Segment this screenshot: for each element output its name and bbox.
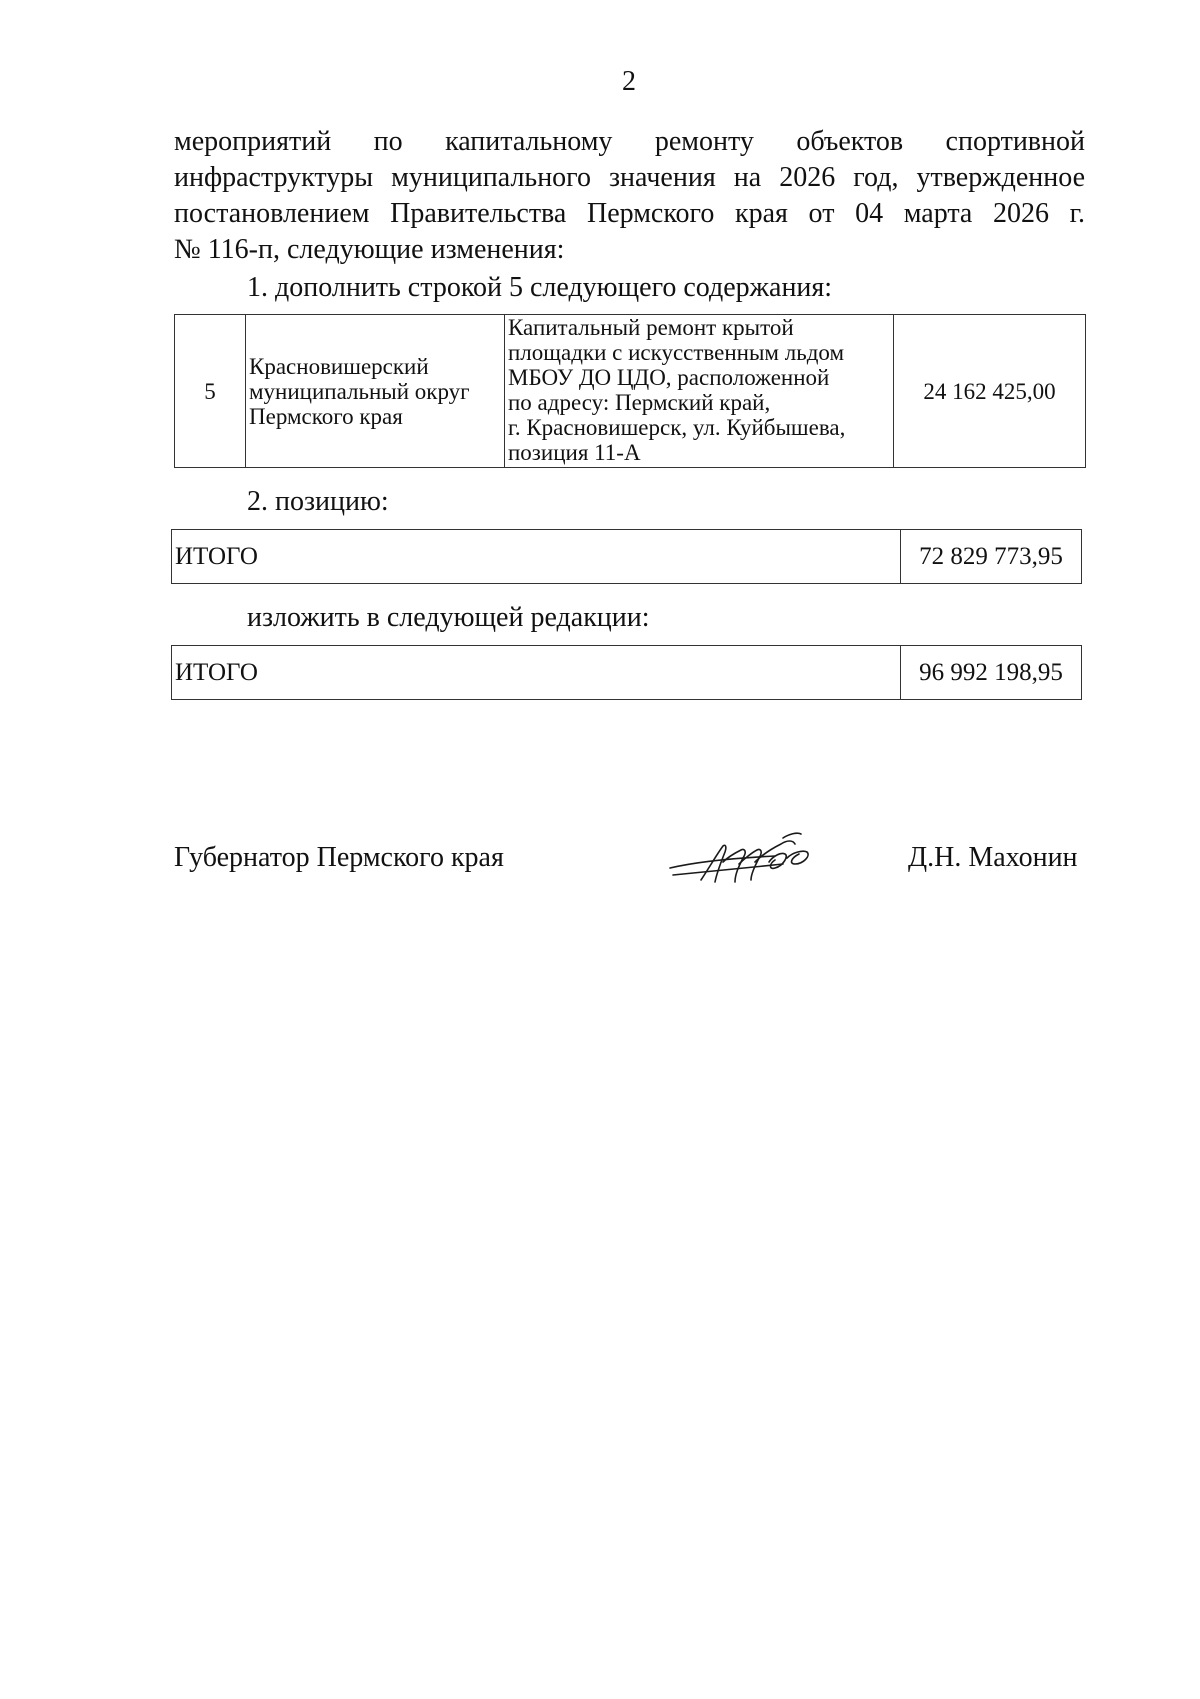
item-1-text: 1. дополнить строкой 5 следующего содержания:: [247, 272, 833, 303]
object-cell: [505, 315, 894, 468]
row-number-cell: 5: [175, 315, 246, 468]
new-row-table: [174, 314, 1086, 468]
total-value: 72 829 773,95: [901, 530, 1082, 584]
object-line: по адресу: Пермский край,: [508, 390, 771, 415]
signatory-name: Д.Н. Махонин: [908, 842, 1078, 873]
object-line: г. Красновишерск, ул. Куйбышева,: [508, 415, 846, 440]
table-row: [172, 530, 1082, 584]
page-number: 2: [622, 66, 636, 97]
handwritten-signature: [665, 828, 827, 890]
total-old-table: [171, 529, 1082, 584]
total-new-table: [171, 645, 1082, 700]
total-value: 96 992 198,95: [901, 646, 1082, 700]
intro-line: инфраструктуры муниципального значения на 2026 год, утвержденное: [174, 162, 1085, 193]
object-line: позиция 11-А: [508, 440, 641, 465]
object-line: МБОУ ДО ЦДО, расположенной: [508, 365, 830, 390]
total-label: ИТОГО: [172, 530, 901, 584]
sum-cell: 24 162 425,00: [894, 315, 1086, 468]
district-cell: Красновишерский муниципальный округ Пермского края: [246, 315, 505, 468]
total-label: ИТОГО: [172, 646, 901, 700]
item-2-text: 2. позицию:: [247, 486, 389, 517]
object-line: Капитальный ремонт крытой: [508, 315, 794, 340]
intro-line: мероприятий по капитальному ремонту объектов спортивной: [174, 126, 1085, 157]
intro-line: № 116-п, следующие изменения:: [174, 234, 565, 265]
intro-paragraph: [174, 124, 1085, 268]
intro-line: постановлением Правительства Пермского края от 04 марта 2026 г.: [174, 198, 1085, 229]
table-row: [172, 646, 1082, 700]
table-row: [175, 315, 1086, 468]
object-line: площадки с искусственным льдом: [508, 340, 845, 365]
restate-text: изложить в следующей редакции:: [247, 602, 650, 633]
signatory-title: Губернатор Пермского края: [174, 842, 504, 873]
